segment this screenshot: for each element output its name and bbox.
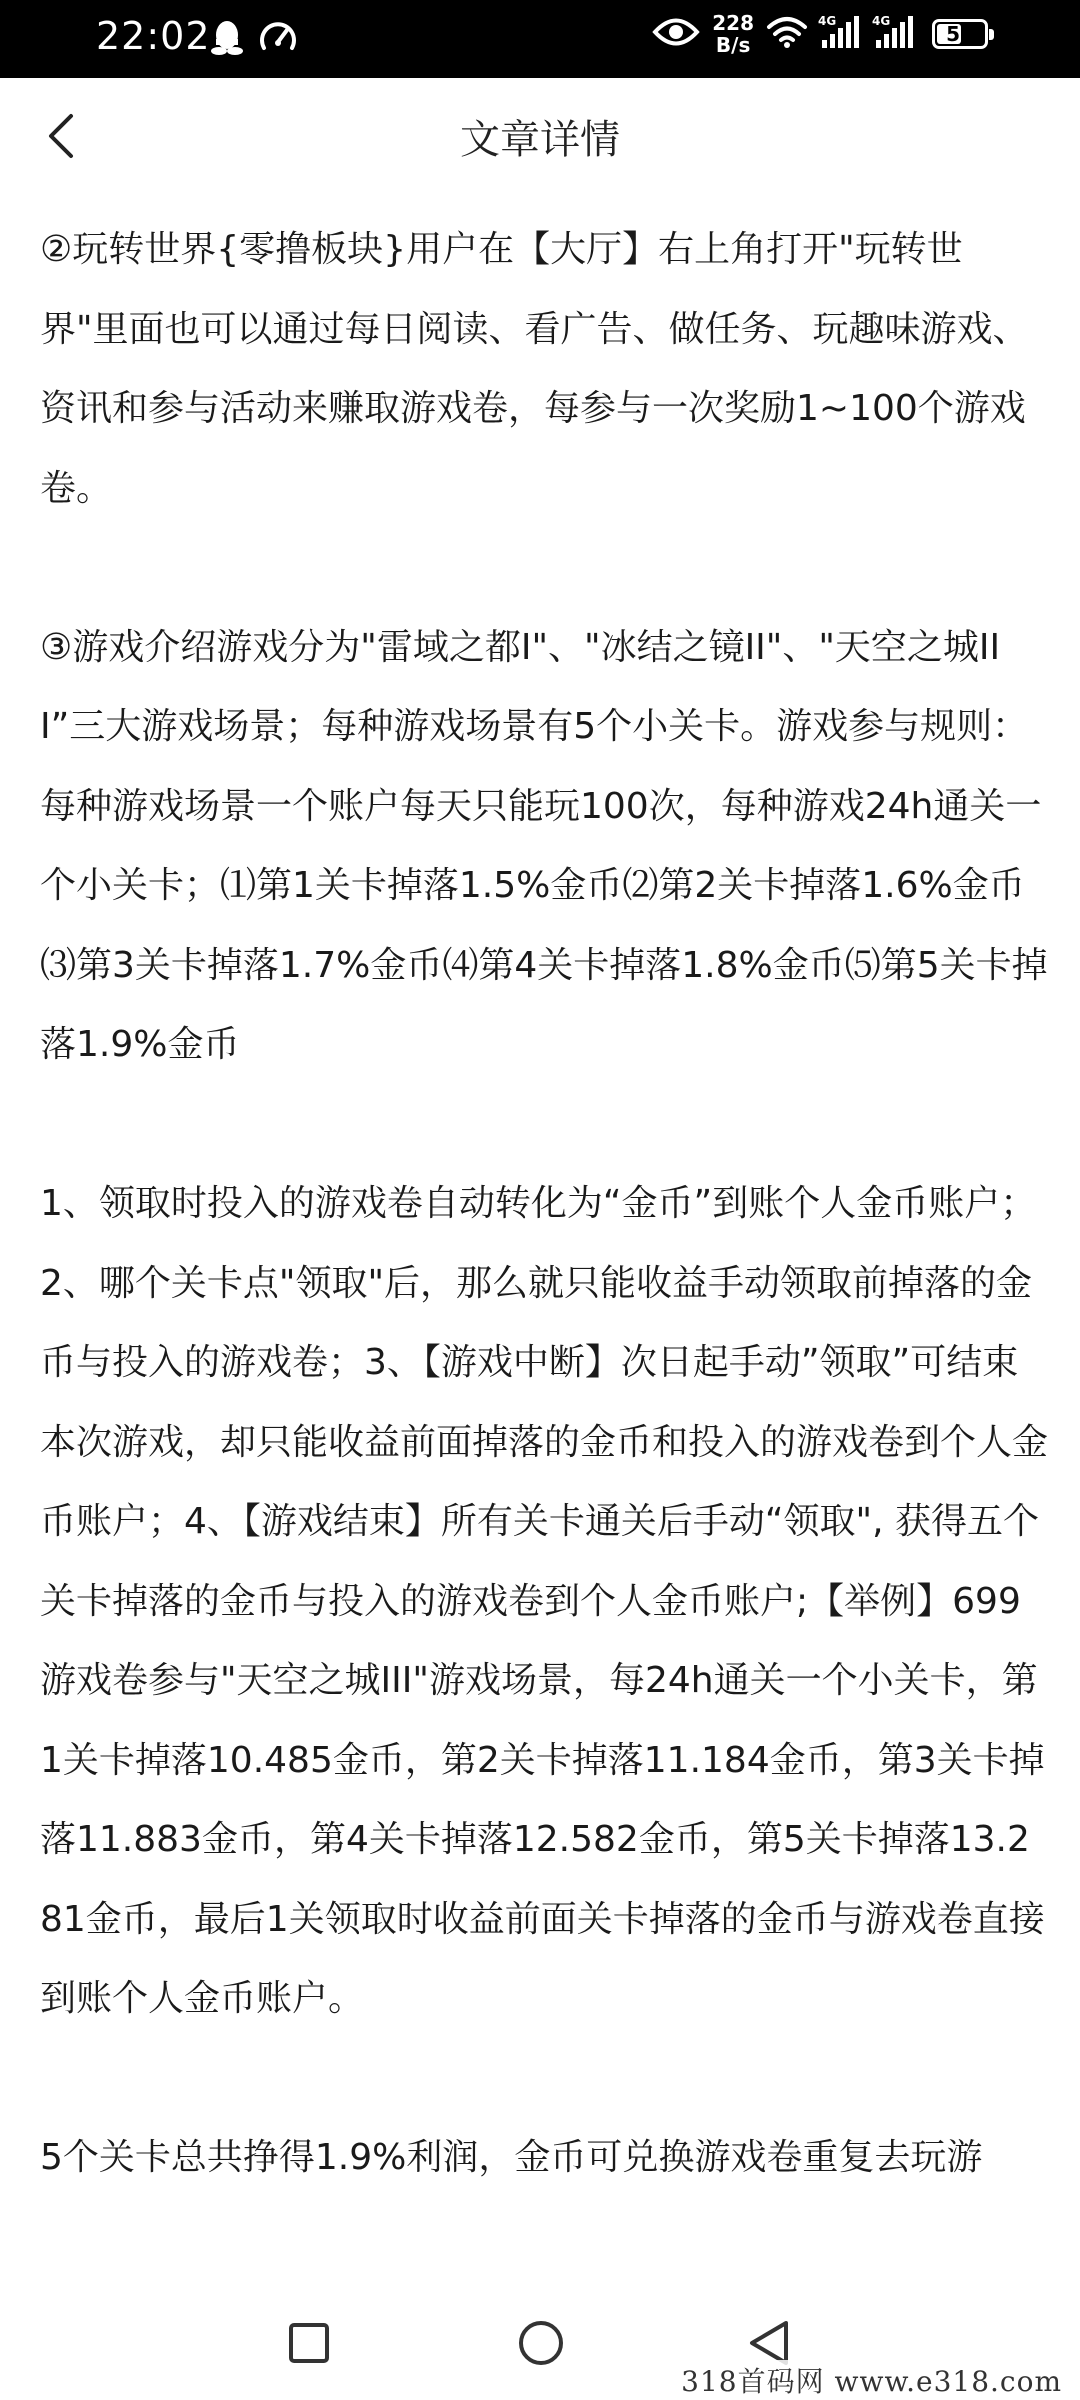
signal-1-label: 4G bbox=[818, 14, 837, 28]
system-nav-bar bbox=[0, 2290, 1080, 2400]
article-paragraph: 5个关卡总共挣得1.9%利润，金币可兑换游戏卷重复去玩游 bbox=[40, 2137, 983, 2178]
net-speed-unit: B/s bbox=[715, 33, 751, 57]
article-paragraph: 1、领取时投入的游戏卷自动转化为“金币”到账个人金币账户；2、哪个关卡点"领取"后，那么就只能收益手动领取前掉落的金币与投入的游戏卷；3、【游戏中断】次日起手动”领取”可结束本次游戏，却只能收益前面掉落的金币和投入的游戏卷到个人金币账户；4、【游戏结束】所有关卡通关后手动“领取", 获得五个关卡掉落的金币与投入的游戏卷到个人金币账户;【举例】699游戏卷参与"天空之城III"游戏场景，每24h通关一个小关卡，第1关卡掉落10.485金币，第2关卡掉落11.184金币，第3关卡掉落11.883金币，第4关卡掉落12.582金币，第5关卡掉落13.281金币，最后1关领取时收益前面关卡掉落的金币与游戏卷直接到账个人金币账户。 bbox=[40, 1183, 1049, 2019]
eye-icon bbox=[652, 15, 700, 53]
signal-2 bbox=[874, 14, 916, 54]
battery-icon bbox=[932, 19, 988, 49]
page-title: 文章详情 bbox=[460, 117, 620, 163]
wifi-icon bbox=[766, 15, 808, 53]
net-speed bbox=[712, 12, 754, 56]
battery-level: 51 bbox=[946, 22, 974, 46]
header bbox=[0, 78, 1080, 196]
article-content bbox=[40, 210, 1050, 2277]
status-time: 22:02 bbox=[96, 14, 211, 58]
circle-home-icon bbox=[517, 2319, 565, 2371]
signal-1 bbox=[820, 14, 862, 54]
article-paragraph: ②玩转世界{零撸板块}用户在【大厅】右上角打开"玩转世界"里面也可以通过每日阅读、看广告、做任务、玩趣味游戏、资讯和参与活动来赚取游戏卷，每参与一次奖励1~100个游戏卷。 bbox=[40, 229, 1029, 509]
net-speed-value: 228 bbox=[712, 11, 754, 35]
status-left-icons bbox=[210, 18, 298, 62]
signal-2-label: 4G bbox=[872, 14, 891, 28]
status-right-icons bbox=[652, 12, 988, 56]
square-recents-icon bbox=[287, 2321, 331, 2369]
speedometer-icon bbox=[258, 18, 298, 62]
qq-penguin-icon bbox=[210, 18, 244, 62]
article-paragraph: ③游戏介绍游戏分为"雷域之都I"、"冰结之镜II"、"天空之城III”三大游戏场景；每种游戏场景有5个小关卡。游戏参与规则：每种游戏场景一个账户每天只能玩100次，每种游戏24h通关一个小关卡；⑴第1关卡掉落1.5%金币⑵第2关卡掉落1.6%金币⑶第3关卡掉落1.7%金币⑷第4关卡掉落1.8%金币⑸第5关卡掉落1.9%金币 bbox=[40, 626, 1048, 1065]
watermark-text: 318首码网 www.e318.com bbox=[677, 2360, 1066, 2400]
recents-button[interactable] bbox=[274, 2310, 344, 2380]
status-bar bbox=[0, 0, 1080, 78]
home-button[interactable] bbox=[506, 2310, 576, 2380]
